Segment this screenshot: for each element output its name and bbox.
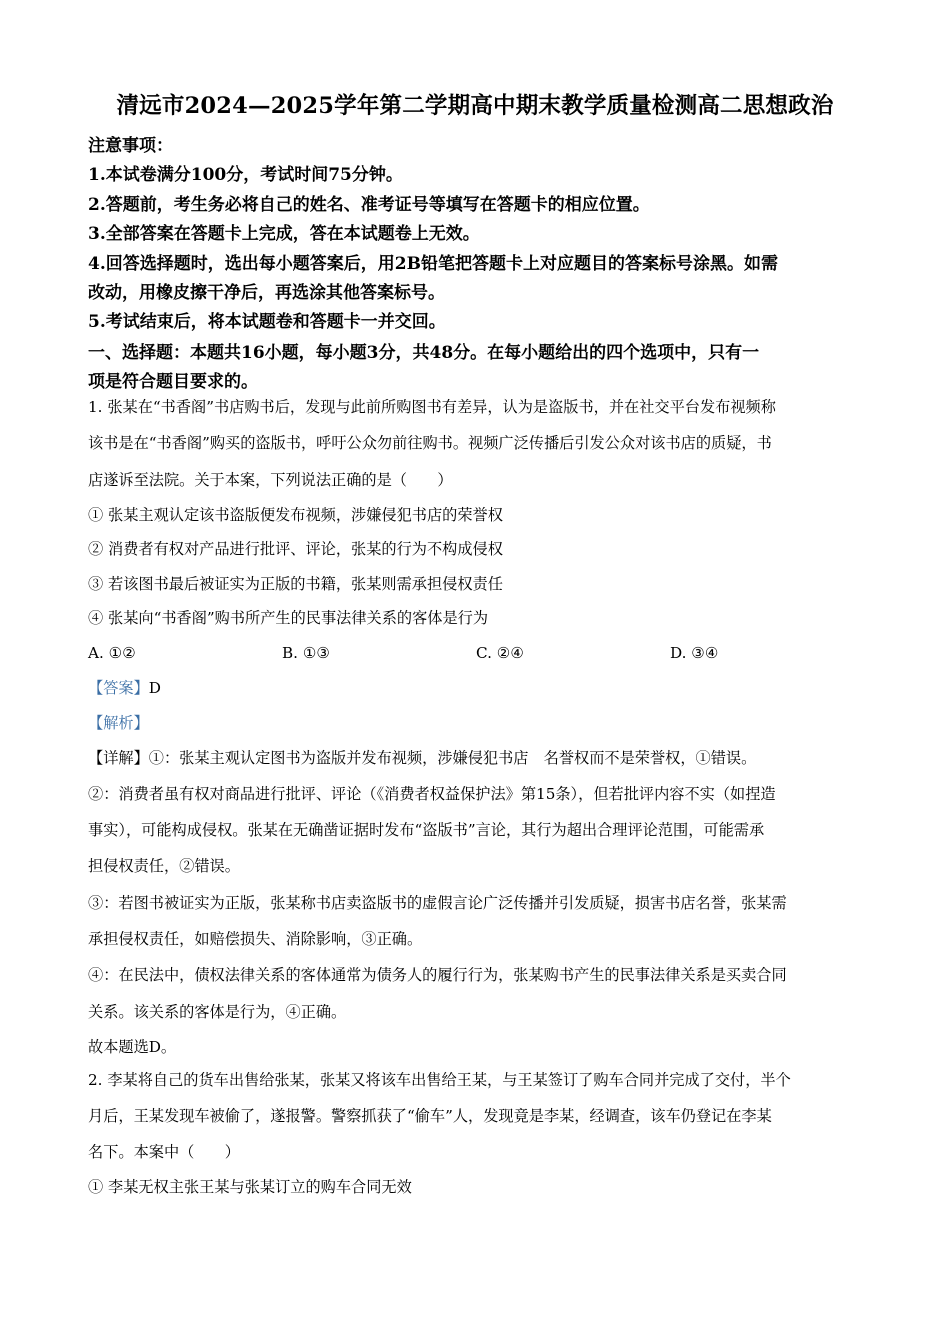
notice-item: 改动，用橡皮擦干净后，再选涂其他答案标号。 xyxy=(88,283,445,304)
section-heading: 一、选择题：本题共16小题，每小题3分，共48分。在每小题给出的四个选项中，只有一 xyxy=(88,342,760,363)
analysis-line: ④：在民法中，债权法律关系的客体通常为债务人的履行行为，张某购书产生的民事法律关系是买卖合同 xyxy=(88,966,787,985)
notice-item: 4.回答选择题时，选出每小题答案后，用2B铅笔把答题卡上对应题目的答案标号涂黑。如需 xyxy=(88,253,778,274)
question-statement: ② 消费者有权对产品进行批评、评论，张某的行为不构成侵权 xyxy=(88,540,503,559)
question-stem-line: 2. 李某将自己的货车出售给张某，张某又将该车出售给王某，与王某签订了购车合同并完成了交付，半个 xyxy=(88,1071,791,1089)
question-stem-line: 名下。本案中（ ） xyxy=(88,1142,240,1161)
notice-item: 5.考试结束后，将本试题卷和答题卡一并交回。 xyxy=(88,312,446,333)
notice-item: 3.全部答案在答题卡上完成，答在本试题卷上无效。 xyxy=(88,224,480,245)
notice-heading: 注意事项： xyxy=(88,136,173,156)
question-1 xyxy=(88,389,878,1065)
analysis-line: 关系。该关系的客体是行为，④正确。 xyxy=(88,1002,347,1021)
analysis-line: ②：消费者虽有权对商品进行批评、评论（《消费者权益保护法》第15条），但若批评内容不实（如捏造 xyxy=(88,784,776,803)
analysis-line: 担侵权责任，②错误。 xyxy=(88,857,240,876)
answer-tag: 【答案】 xyxy=(88,678,149,697)
analysis-conclusion: 故本题选D。 xyxy=(88,1037,177,1056)
option-a: A. ①② xyxy=(88,643,136,662)
question-stem-line: 该书是在“书香阁”购买的盗版书，呼吁公众勿前往购书。视频广泛传播后引发公众对该书店的质疑，书 xyxy=(88,434,772,453)
notice-item: 2.答题前，考生务必将自己的姓名、准考证号等填写在答题卡的相应位置。 xyxy=(88,194,650,215)
notice-block xyxy=(88,132,878,398)
option-b: B. ①③ xyxy=(282,643,331,662)
analysis-line: 事实），可能构成侵权。张某在无确凿证据时发布“盗版书”言论，其行为超出合理评论范围，可能需承 xyxy=(88,821,765,840)
question-statement: ① 张某主观认定该书盗版便发布视频，涉嫌侵犯书店的荣誉权 xyxy=(88,505,503,524)
answer-options xyxy=(88,636,878,671)
question-statement: ① 李某无权主张王某与张某订立的购车合同无效 xyxy=(88,1177,412,1196)
section-heading-cont: 项是符合题目要求的。 xyxy=(88,372,258,393)
option-d: D. ③④ xyxy=(670,643,719,662)
answer-value: D xyxy=(148,678,161,697)
question-stem-line: 1. 张某在“书香阁”书店购书后，发现与此前所购图书有差异，认为是盗版书，并在社交平台发布视频称 xyxy=(88,398,776,416)
question-statement: ④ 张某向“书香阁”购书所产生的民事法律关系的客体是行为 xyxy=(88,609,489,628)
answer-line xyxy=(88,671,878,706)
question-stem-line: 店遂诉至法院。关于本案，下列说法正确的是（ ） xyxy=(88,470,453,489)
question-2 xyxy=(88,1062,878,1205)
page-title: 清远市2024—2025学年第二学期高中期末教学质量检测高二思想政治 xyxy=(116,93,834,119)
option-c: C. ②④ xyxy=(476,643,524,662)
question-stem-line: 月后，王某发现车被偷了，遂报警。警察抓获了“偷车”人，发现竟是李某，经调查，该车仍登记在李某 xyxy=(88,1107,772,1126)
analysis-tag: 【解析】 xyxy=(88,713,149,732)
question-statement: ③ 若该图书最后被证实为正版的书籍，张某则需承担侵权责任 xyxy=(88,574,503,593)
analysis-line: 【详解】①：张某主观认定图书为盗版并发布视频，涉嫌侵犯书店 名誉权而不是荣誉权，①错误。 xyxy=(88,748,757,767)
analysis-line: ③：若图书被证实为正版，张某称书店卖盗版书的虚假言论广泛传播并引发质疑，损害书店名誉，张某需 xyxy=(88,893,787,912)
analysis-line: 承担侵权责任，如赔偿损失、消除影响，③正确。 xyxy=(88,930,423,949)
notice-item: 1.本试卷满分100分，考试时间75分钟。 xyxy=(88,165,403,186)
